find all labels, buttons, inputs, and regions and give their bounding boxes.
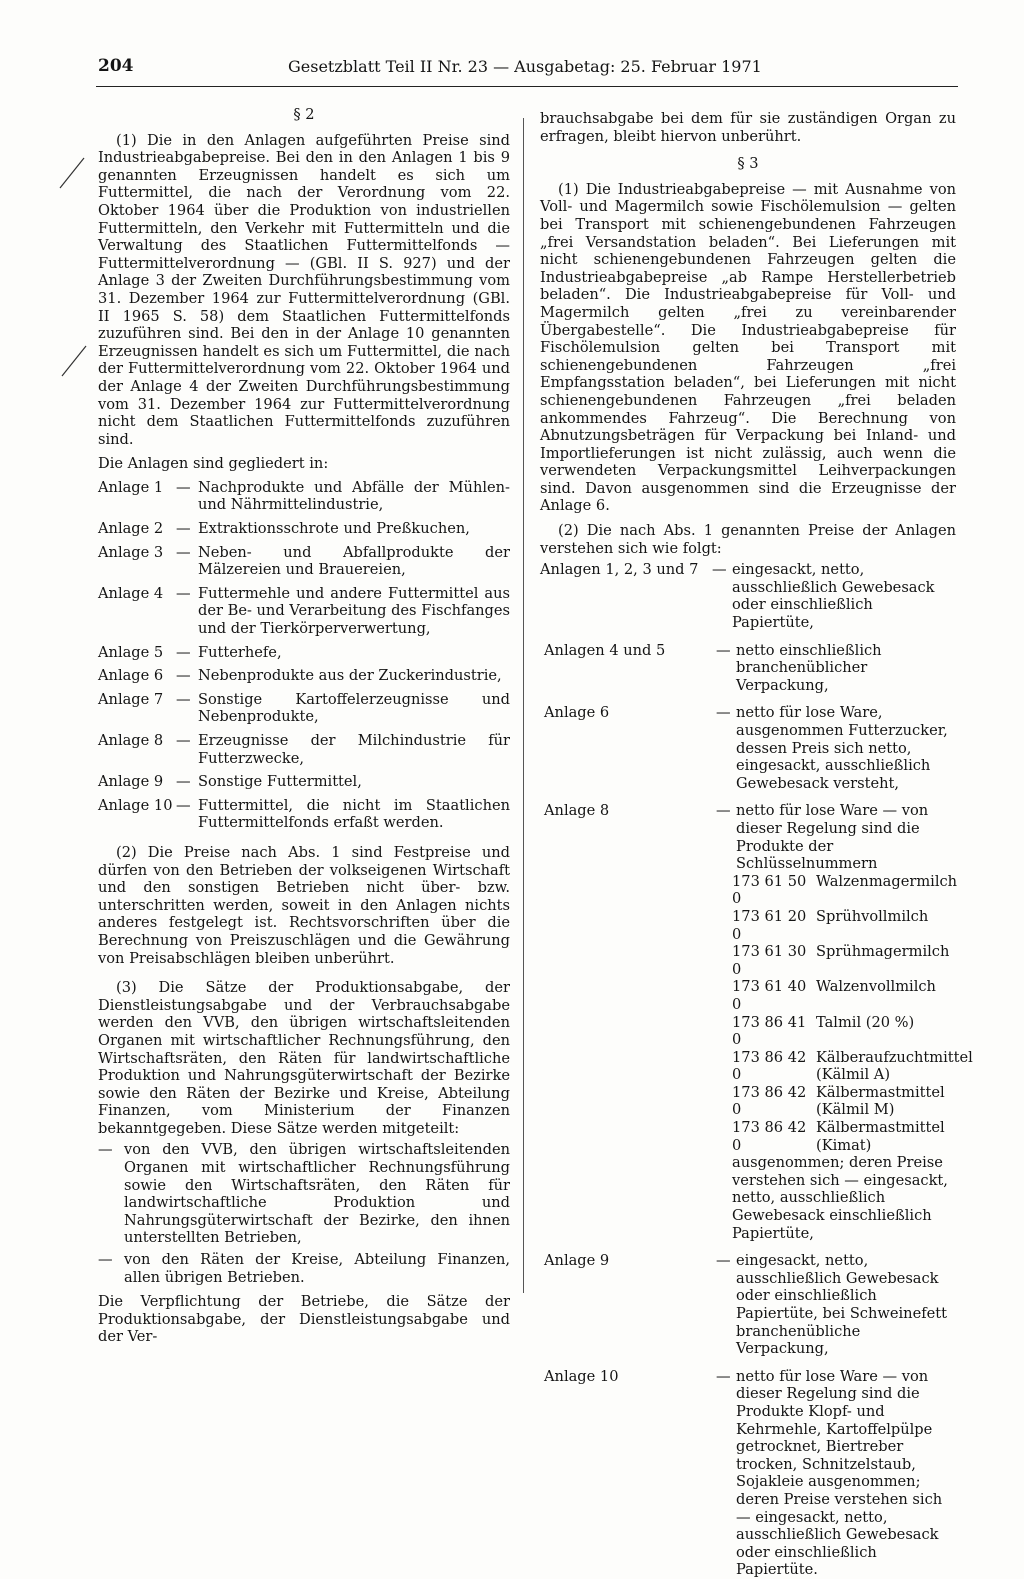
code-row: 173 86 41 0 Talmil (20 %) <box>732 1013 915 1049</box>
paragraph-2-3: (3) Die Sätze der Produktionsabgabe, der Dienstleistungsabgabe und der Verbrauchsabgabe werden den VVB, den übrigen wirtschaftsleitenden Organen mit wirtschaftlicher Rechnungsführung, den Wirtschaftsräten, den Räten für landwirtschaftliche Produktion und Nahrungsgüterwirtschaft der Bezirke sowie den Räten der Bezirke und Kreise, Abteilung Finanzen, vom Ministerium der Finanzen bekanntgegeben. Diese Sätze werden mitgeteilt: <box>98 979 510 1137</box>
anlage-label: Anlage 3 <box>98 543 164 561</box>
price-rule-label: Anlage 10 <box>544 1367 619 1385</box>
left-column <box>98 100 510 1346</box>
continued-paragraph: brauchsabgabe bei dem für sie zuständigen Organ zu erfragen, bleibt hiervon unberührt. <box>540 110 956 145</box>
anlage-text: — Futtermehle und andere Futtermittel aus der Be- und Verarbeitung des Fischfanges und der Tierkörperverwertung, <box>176 584 511 638</box>
anlage-item <box>98 520 510 538</box>
anlage-label: Anlage 4 <box>98 584 164 602</box>
code-row: 173 86 42 0 Kälbermastmittel (Kälmil M) <box>732 1083 945 1119</box>
anlage-label: Anlage 7 <box>98 690 164 708</box>
price-rule-item <box>540 1368 956 1579</box>
anlage-text: — Erzeugnisse der Milchindustrie für Futterzwecke, <box>176 732 510 767</box>
anlage-item <box>98 544 510 579</box>
anlage-text: — Nachprodukte und Abfälle der Mühlen- und Nährmittelindustrie, <box>176 478 510 514</box>
price-rule-label: Anlagen 4 und 5 <box>544 641 666 659</box>
anlage-item <box>98 691 510 726</box>
paragraph-2-2: (2) Die Preise nach Abs. 1 sind Festpreise und dürfen von den Betrieben der volkseigenen Wirtschaft und den sonstigen Betrieben nicht über- bzw. unterschritten werden, soweit in den Anlagen nichts anderes festgelegt ist. Rechtsvorschriften über die Berechnung von Preiszuschlägen und die Gewährung von Preisabschlägen bleiben unberührt. <box>98 843 510 967</box>
price-rule-label: Anlage 8 <box>544 802 610 820</box>
section-heading-3: § 3 <box>737 155 759 173</box>
price-rule-item <box>540 704 956 792</box>
price-rule-text: — netto einschließlich branchenüblicher Verpackung, <box>716 641 882 694</box>
anlage-label: Anlage 5 <box>98 643 164 661</box>
price-rule-text: — netto für lose Ware, ausgenommen Futterzucker, dessen Preis sich netto, eingesackt, ausschließlich Gewebesack versteht, <box>716 704 948 792</box>
anlagen-intro: Die Anlagen sind gegliedert in: <box>98 455 329 473</box>
list-item: — von den VVB, den übrigen wirtschaftsleitenden Organen mit wirtschaftlicher Rechnungsführung sowie den Wirtschaftsräten, den Räten für landwirtschaftliche Produktion und Nahrungsgüterwirtschaft der Bezirke, den ihnen unterstellten Betrieben, <box>98 1141 510 1247</box>
code-row: 173 61 50 0 Walzenmagermilch <box>732 872 958 908</box>
anlage-label: Anlage 1 <box>98 478 164 496</box>
anlage-text: — Futterhefe, <box>176 643 282 661</box>
anlage-label: Anlage 10 <box>98 796 173 814</box>
anlage-item <box>98 585 510 638</box>
price-rule-label: Anlage 6 <box>544 704 610 722</box>
paragraph-3-2: (2) Die nach Abs. 1 genannten Preise der Anlagen verstehen sich wie folgt: <box>540 522 956 557</box>
header-rule <box>96 86 958 87</box>
anlage-item <box>98 773 510 791</box>
price-rule-label: Anlagen 1, 2, 3 und 7 <box>540 561 699 579</box>
anlage-text: — Neben- und Abfallprodukte der Mälzereien und Brauereien, <box>176 543 510 579</box>
code-row: 173 61 40 0 Walzenvollmilch <box>732 978 936 1013</box>
price-rule-item <box>540 802 956 872</box>
anlage-label: Anlage 6 <box>98 667 164 685</box>
anlage-8-tail: ausgenommen; deren Preise verstehen sich — eingesackt, netto, ausschließlich Gewebesack einschließlich Papiertüte, <box>732 1154 948 1242</box>
paragraph-2-4: Die Verpflichtung der Betriebe, die Sätze der Produktionsabgabe, der Dienstleistungsabgabe und der Ver- <box>98 1293 510 1346</box>
anlage-text: — Sonstige Kartoffelerzeugnisse und Nebenprodukte, <box>176 690 510 726</box>
anlage-label: Anlage 8 <box>98 732 164 749</box>
price-rule-text: — eingesackt, netto, ausschließlich Gewebesack oder einschließlich Papiertüte, <box>712 561 935 632</box>
code-row: 173 61 20 0 Sprühvollmilch <box>732 907 929 943</box>
price-rule-text: — eingesackt, netto, ausschließlich Gewebesack oder einschließlich Papiertüte, bei Schweinefett branchenübliche Verpackung, <box>716 1252 947 1358</box>
code-row: 173 86 42 0 Kälbermastmittel (Kimat) <box>732 1119 945 1154</box>
page-number: 204 <box>98 56 134 76</box>
anlage-label: Anlage 2 <box>98 520 164 538</box>
anlage-text: — Futtermittel, die nicht im Staatlichen Futtermittelfonds erfaßt werden. <box>176 796 510 832</box>
header-title: Gesetzblatt Teil II Nr. 23 — Ausgabetag: 25. Februar 1971 <box>288 57 762 76</box>
anlage-item <box>98 797 510 832</box>
paragraph-2-1: (1) Die in den Anlagen aufgeführten Preise sind Industrieabgabepreise. Bei den in den Anlagen 1 bis 9 genannten Erzeugnissen handelt es sich um Futtermittel, die nach der Verordnung vom 22. Oktober 1964 über die Produktion von industriellen Futtermitteln, den Verkehr mit Futtermitteln und die Verwaltung des Staatlichen Futtermittelfonds — Futtermittelverordnung — (GBl. II S. 927) und der Anlage 3 der Zweiten Durchführungsbestimmung vom 31. Dezember 1964 zur Futtermittelverordnung (GBl. II 1965 S. 58) dem Staatlichen Futtermittelfonds zuzuführen sind. Bei den in der Anlage 10 genannten Erzeugnissen handelt es sich um Futtermittel, die nach der Futtermittelverordnung vom 22. Oktober 1964 und der Anlage 4 der Zweiten Durchführungsbestimmung vom 31. Dezember 1964 zur Futtermittelverordnung nicht dem Staatlichen Futtermittelfonds zuzuführen sind. <box>98 131 510 448</box>
page-header <box>98 58 956 82</box>
list-item-text: von den Räten der Kreise, Abteilung Finanzen, allen übrigen Betrieben. <box>124 1251 510 1286</box>
price-rule-item <box>540 561 956 631</box>
anlage-text: — Sonstige Futtermittel, <box>176 773 362 791</box>
code-row: 173 86 42 0 Kälberaufzuchtmittel (Kälmil A) <box>732 1048 973 1084</box>
margin-slash-mark <box>60 344 88 378</box>
anlage-item <box>98 644 510 662</box>
right-column <box>540 100 973 1579</box>
code-list <box>732 872 973 1242</box>
code-row: 173 61 30 0 Sprühmagermilch <box>732 943 950 978</box>
anlage-text: — Extraktionsschrote und Preßkuchen, <box>176 520 470 538</box>
anlage-item <box>98 732 510 767</box>
price-rule-item <box>540 1252 956 1358</box>
price-rule-item <box>540 642 956 695</box>
list-item: — von den Räten der Kreise, Abteilung Finanzen, allen übrigen Betrieben. <box>98 1251 510 1286</box>
anlage-text: — Nebenprodukte aus der Zuckerindustrie, <box>176 667 502 685</box>
anlage-label: Anlage 9 <box>98 773 164 791</box>
paragraph-3-1: (1) Die Industrieabgabepreise — mit Ausnahme von Voll- und Magermilch sowie Fischölemulsion — gelten bei Transport mit schienengebundenen Fahrzeugen „frei Versandstation beladen“. Bei Lieferungen mit nicht schienengebundenen Fahrzeugen gelten die Industrieabgabepreise „ab Rampe Herstellerbetrieb beladen“. Die Industrieabgabepreise für Voll- und Magermilch gelten „frei zu vereinbarender Übergabestelle“. Die Industrieabgabepreise für Fischölemulsion gelten bei Transport mit schienengebundenen Fahrzeugen „frei Empfangsstation beladen“, bei Lieferungen mit nicht schienengebundenen Fahrzeugen „frei beladen ankommendes Fahrzeug“. Die Berechnung von Abnutzungsbeträgen für Verpackung bei Inland- und Importlieferungen ist nicht zulässig, auch wenn die verwendeten Verpackungsmittel Leihverpackungen sind. Davon ausgenommen sind die Erzeugnisse der Anlage 6. <box>540 180 956 515</box>
section-heading-2: § 2 <box>293 106 315 123</box>
margin-slash-mark <box>58 156 86 190</box>
column-divider <box>523 118 524 1293</box>
list-item-text: von den VVB, den übrigen wirtschaftsleitenden Organen mit wirtschaftlicher Rechnungsführung sowie den Wirtschaftsräten, den Räten für landwirtschaftliche Produktion und Nahrungsgüterwirtschaft der Bezirke, den ihnen unterstellten Betrieben, <box>124 1141 510 1247</box>
price-rule-label: Anlage 9 <box>544 1252 610 1270</box>
anlage-item <box>98 479 510 514</box>
price-rule-text: — netto für lose Ware — von dieser Regelung sind die Produkte der Schlüsselnummern <box>716 802 929 873</box>
anlage-item <box>98 667 510 685</box>
price-rule-text: — netto für lose Ware — von dieser Regelung sind die Produkte Klopf- und Kehrmehle, Kartoffelpülpe getrocknet, Biertreber trocken, Schnitzelstaub, Sojakleie ausgenommen; deren Preise verstehen sich — eingesackt, netto, ausschließlich Gewebesack oder einschließlich Papiertüte. <box>716 1367 943 1579</box>
